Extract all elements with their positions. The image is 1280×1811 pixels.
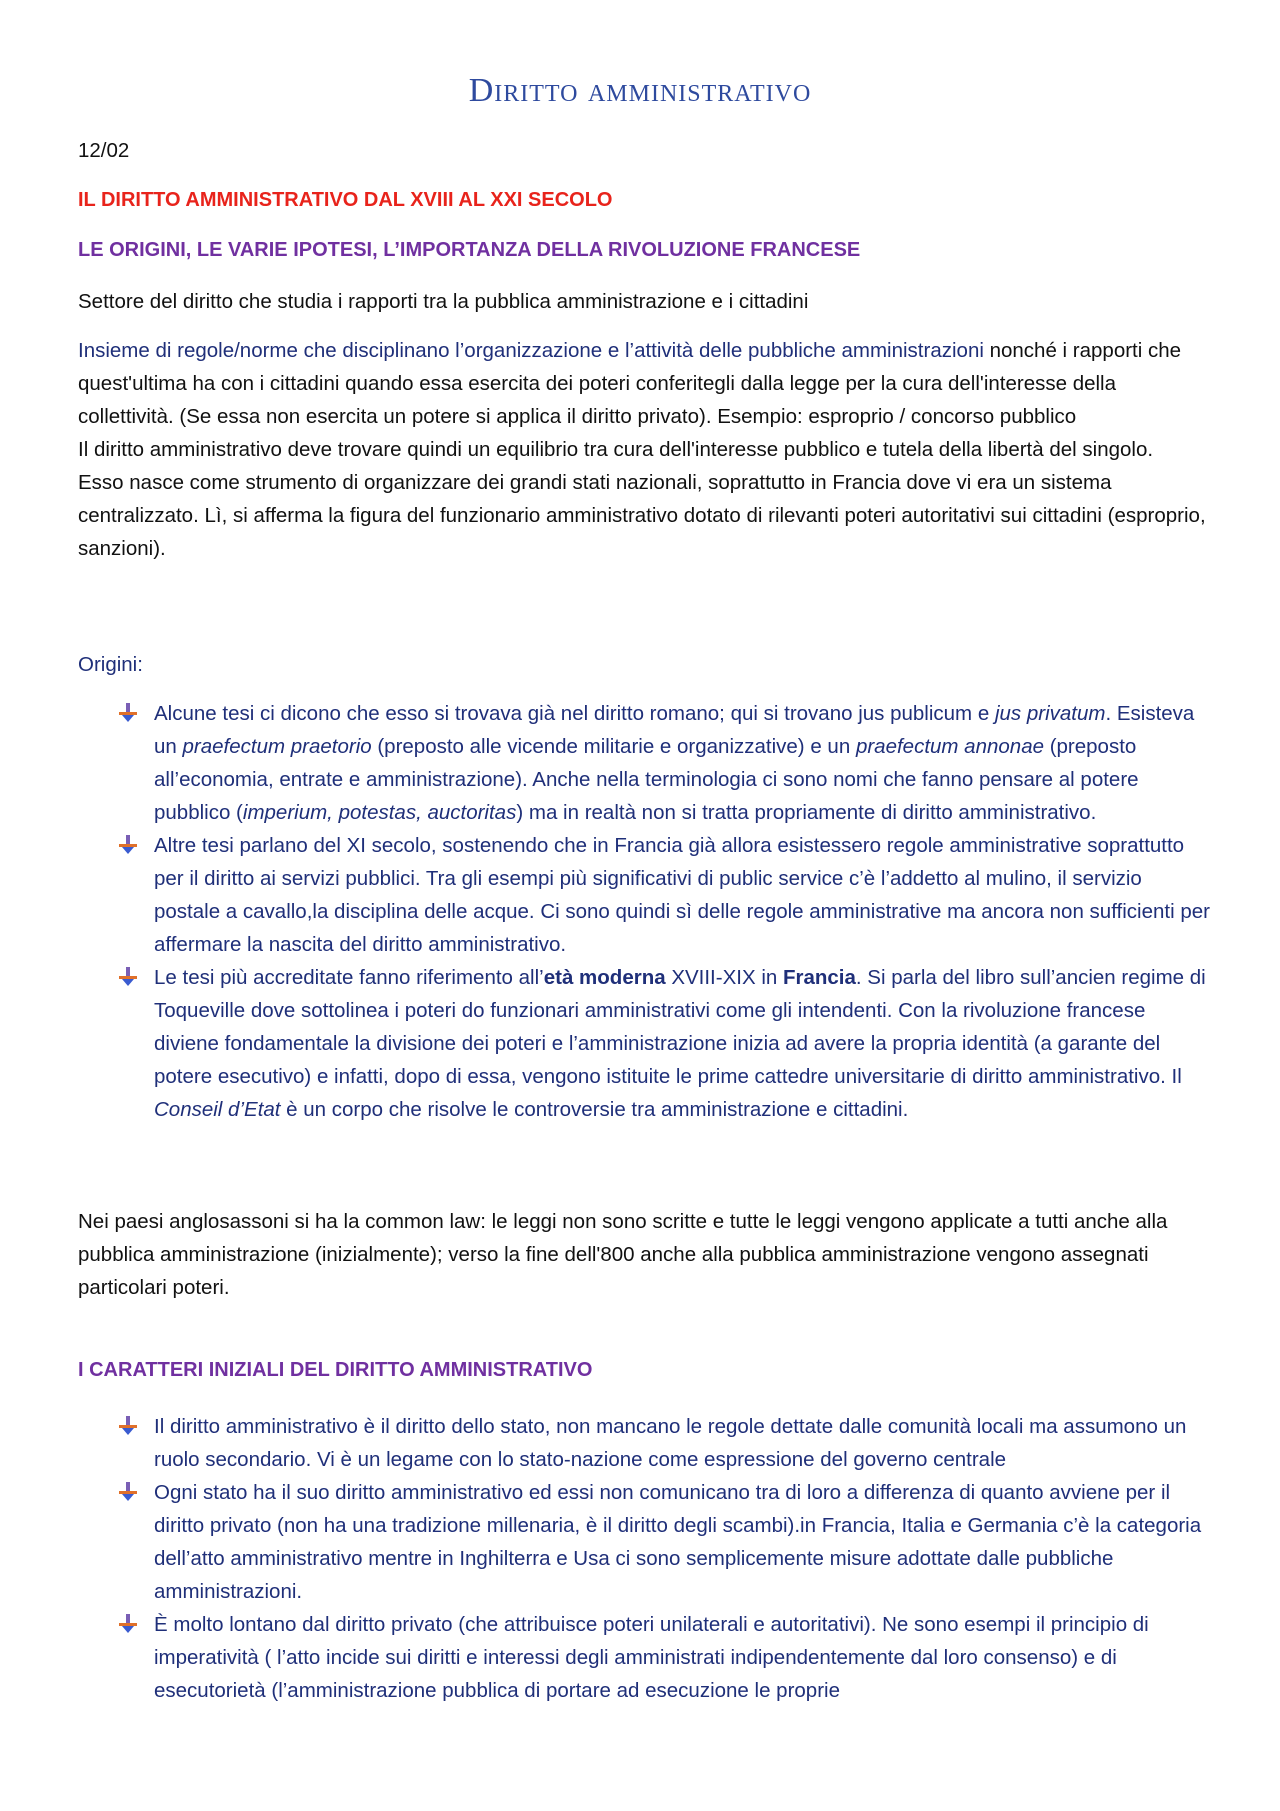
intro-paragraph: Settore del diritto che studia i rapporti tra la pubblica amministrazione e i cittadini (78, 290, 809, 313)
characters-list (118, 1410, 1213, 1707)
definition-paragraph (78, 334, 1208, 565)
list-item: Il diritto amministrativo è il diritto dello stato, non mancano le regole dettate dalle comunità locali ma assumono un ruolo secondario. Vi è un legame con lo stato-nazione come espressione del governo centrale (118, 1410, 1213, 1476)
equilibrium-sentence: Il diritto amministrativo deve trovare quindi un equilibrio tra cura dell'interesse pubblico e tutela della libertà del singolo. (78, 438, 1154, 461)
list-item: Ogni stato ha il suo diritto amministrativo ed essi non comunicano tra di loro a differenza di quanto avviene per il diritto privato (non ha una tradizione millenaria, è il diritto degli scambi).in Francia, Italia e Germania c’è la categoria dell’atto amministrativo mentre in Inghilterra e Usa ci sono semplicemente misure adottate dalle pubbliche amministrazioni. (118, 1476, 1213, 1608)
bullet-arrow-icon (118, 703, 138, 723)
document-title: Diritto amministrativo (468, 72, 812, 109)
section-heading-main: IL DIRITTO AMMINISTRATIVO DAL XVIII AL XXI SECOLO (78, 189, 613, 211)
origins-list (118, 697, 1213, 1126)
bullet-arrow-icon (118, 1416, 138, 1436)
date-label: 12/02 (78, 139, 130, 162)
bullet-arrow-icon (118, 1614, 138, 1634)
definition-highlight: Insieme di regole/norme che disciplinano l’organizzazione e l’attività delle pubbliche amministrazioni (78, 339, 984, 362)
list-item: Alcune tesi ci dicono che esso si trovava già nel diritto romano; qui si trovano jus publicum e jus privatum. Esisteva un praefectum praetorio (preposto alle vicende militarie e organizzative) e un praefectum annonae (preposto all’economia, entrate e amministrazione). Anche nella terminologia ci sono nomi che fanno pensare al potere pubblico (imperium, potestas, auctoritas) ma in realtà non si tratta propriamente di diritto amministrativo. (118, 697, 1213, 829)
origins-label: Origini: (78, 653, 143, 676)
bullet-arrow-icon (118, 835, 138, 855)
bullet-arrow-icon (118, 1482, 138, 1502)
list-item: Altre tesi parlano del XI secolo, sostenendo che in Francia già allora esistessero regole amministrative soprattutto per il diritto ai servizi pubblici. Tra gli esempi più significativi di public service c’è l’addetto al mulino, il servizio postale a cavallo,la disciplina delle acque. Ci sono quindi sì delle regole amministrative ma ancora non sufficienti per affermare la nascita del diritto amministrativo. (118, 829, 1213, 961)
list-item: È molto lontano dal diritto privato (che attribuisce poteri unilaterali e autoritativi). Ne sono esempi il principio di imperatività ( l’atto incide sui diritti e interessi degli amministrati indipendentemente dal loro consenso) e di esecutorietà (l’amministrazione pubblica di portare ad esecuzione le proprie (118, 1608, 1213, 1707)
list-item: Le tesi più accreditate fanno riferimento all’età moderna XVIII-XIX in Francia. Si parla del libro sull’ancien regime di Toqueville dove sottolinea i poteri do funzionari amministrativi come gli intendenti. Con la rivoluzione francese diviene fondamentale la divisione dei poteri e l’amministrazione inizia ad avere la propria identità (a garante del potere esecutivo) e infatti, dopo di essa, vengono istituite le prime cattedre universitarie di diritto amministrativo. Il Conseil d’Etat è un corpo che risolve le controversie tra amministrazione e cittadini. (118, 961, 1213, 1126)
section-heading-origins: LE ORIGINI, LE VARIE IPOTESI, L’IMPORTANZA DELLA RIVOLUZIONE FRANCESE (78, 239, 861, 261)
bullet-arrow-icon (118, 967, 138, 987)
definition-rest: nonché i rapporti che quest'ultima ha con i cittadini quando essa esercita dei poteri conferitegli dalla legge per la cura dell'interesse della collettività. (Se essa non esercita un potere si applica il diritto privato). Esempio: esproprio / concorso pubblico (78, 339, 1182, 428)
origin-sentence: Esso nasce come strumento di organizzare dei grandi stati nazionali, soprattutto in Francia dove vi era un sistema centralizzato. Lì, si afferma la figura del funzionario amministrativo dotato di rilevanti poteri autoritativi sui cittadini (esproprio, sanzioni). (78, 471, 1206, 560)
section-heading-characters: I CARATTERI INIZIALI DEL DIRITTO AMMINISTRATIVO (78, 1359, 593, 1381)
anglo-saxon-paragraph: Nei paesi anglosassoni si ha la common law: le leggi non sono scritte e tutte le leggi vengono applicate a tutti anche alla pubblica amministrazione (inizialmente); verso la fine dell'800 anche alla pubblica amministrazione vengono assegnati particolari poteri. (78, 1210, 1168, 1299)
